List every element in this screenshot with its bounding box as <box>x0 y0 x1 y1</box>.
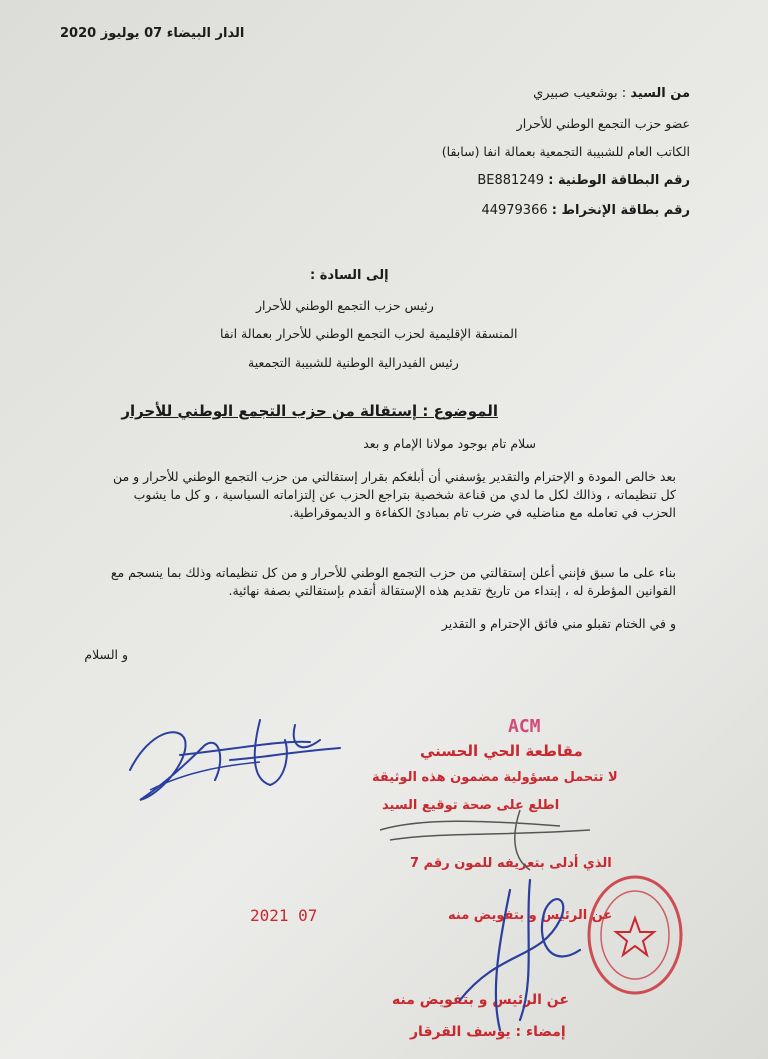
sender-label: من السيد <box>630 86 690 101</box>
stamp-line-3: الذي أدلى بتعريفه للمون رقم 7 <box>410 856 612 871</box>
membership-label: رقم بطاقة الإنخراط : <box>551 203 690 218</box>
stamp-line-2: اطلع على صحة توقيع السيد <box>382 798 560 813</box>
sender-role: الكاتب العام للشبيبة التجمعية بعمالة انفا (سابقا) <box>441 144 690 159</box>
stamp-line-5: عن الرئيس و بتفويض منه <box>392 992 569 1008</box>
stamp-line-4: عن الرئيس و بتفويض منه <box>448 908 613 923</box>
sender-name: : بوشعيب صبيري <box>533 86 627 101</box>
stamp-line-6: إمضاء : يوسف القرقار <box>410 1024 566 1040</box>
national-id-line <box>477 173 690 188</box>
sender-line <box>533 86 690 101</box>
national-id-label: رقم البطاقة الوطنية : <box>548 173 690 188</box>
letter-subject: الموضوع : إستقالة من حزب التجمع الوطني للأحرار <box>121 402 498 420</box>
membership-line <box>481 203 690 218</box>
recipient-line: المنسقة الإقليمية لحزب التجمع الوطني للأحرار بعمالة انفا <box>220 326 518 341</box>
stamp-annotation: ACM <box>508 716 541 737</box>
letter-date: الدار البيضاء 07 يوليوز 2020 <box>60 26 245 41</box>
national-id-value: BE881249 <box>477 173 545 188</box>
recipient-line: رئيس حزب التجمع الوطني للأحرار <box>256 298 434 313</box>
body-paragraph-1: بعد خالص المودة و الإحترام والتقدير يؤسفني أن أبلغكم بقرار إستقالتي من حزب التجمع الوطني للأحرار و من كل تنظيماته ، وذالك لكل ما لدي من قناعة شخصية بتراجع الحزب عن إلتزاماته السياسية ، و كل ما يشوب الحزب في تعامله مع مناضليه في ضرب تام بمبادئ الكفاءة و الديموقراطية. <box>112 469 676 520</box>
sender-member: عضو حزب التجمع الوطني للأحرار <box>516 116 690 131</box>
recipient-line: رئيس الفيدرالية الوطنية للشبيبة التجمعية <box>248 355 459 370</box>
stamp-date: 2021 07 <box>250 906 318 925</box>
membership-value: 44979366 <box>481 203 548 218</box>
recipients-title: إلى السادة : <box>310 268 389 283</box>
body-paragraph-2: بناء على ما سبق فإنني أعلن إستقالتي من حزب التجمع الوطني للأحرار و من كل تنظيماته وذلك بما ينسجم مع القوانين المؤطرة له ، إبتداء من تاريخ تقديم هذه الإستقالة أتقدم بإستقالتي بصفة نهائية. <box>110 565 676 598</box>
official-signature <box>360 800 700 1040</box>
stamp-line-1: لا تتحمل مسؤولية مضمون هذه الوثيقة <box>372 770 618 785</box>
stamp-title: مقاطعة الحي الحسني <box>420 742 583 760</box>
closing-line: و في الختام تقبلو مني فائق الإحترام و التقدير <box>441 616 676 631</box>
farewell-line: و السلام <box>84 647 128 662</box>
greeting: سلام تام بوجود مولانا الإمام و بعد <box>363 436 536 451</box>
sender-signature <box>110 700 350 820</box>
